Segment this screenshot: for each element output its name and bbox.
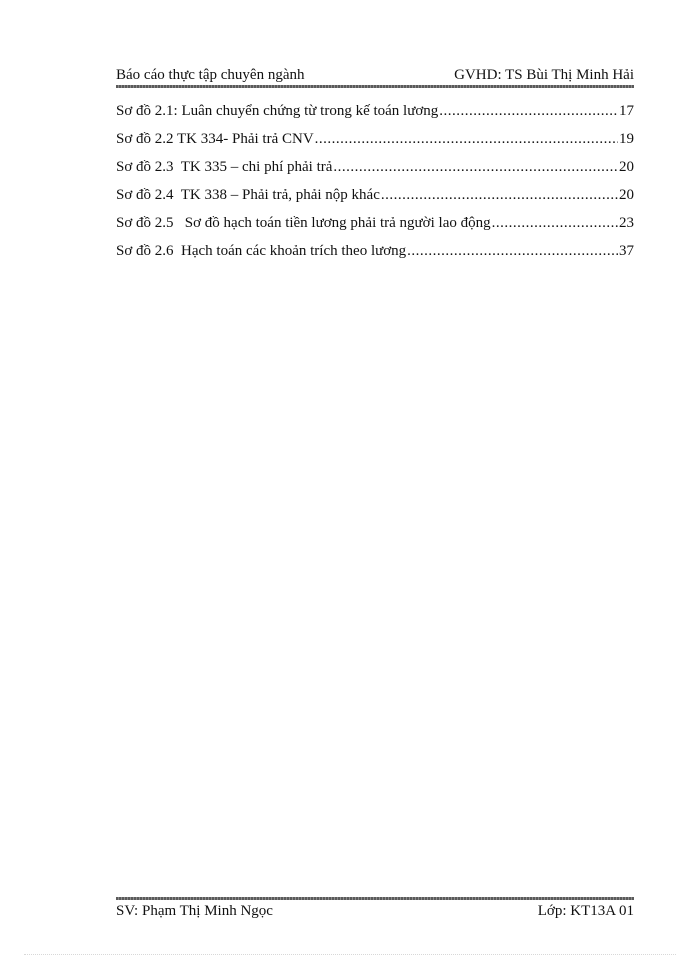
toc-entry[interactable]	[116, 128, 634, 156]
toc-entry-title: Sơ đồ 2.2 TK 334- Phải trả CNV	[116, 131, 314, 147]
toc-entry[interactable]	[116, 184, 634, 212]
toc-entry[interactable]	[116, 240, 634, 268]
toc-leader-dots	[315, 128, 618, 150]
footer-divider	[116, 897, 634, 900]
toc-entry[interactable]	[116, 156, 634, 184]
page-footer	[116, 902, 634, 922]
toc-entry-page: 17	[619, 103, 634, 119]
footer-student-name: SV: Phạm Thị Minh Ngọc	[116, 903, 273, 919]
toc-entry-title: Sơ đồ 2.5 Sơ đồ hạch toán tiền lương phải trả người lao động	[116, 215, 491, 231]
toc-entry-page: 19	[619, 131, 634, 147]
toc-leader-dots	[407, 240, 618, 262]
header-report-title: Báo cáo thực tập chuyên ngành	[116, 67, 305, 83]
toc-entry-page: 37	[619, 243, 634, 259]
toc-leader-dots	[439, 100, 618, 122]
page-bottom-border	[24, 954, 676, 956]
toc-entry[interactable]	[116, 100, 634, 128]
header-divider	[116, 85, 634, 88]
toc-entry-page: 20	[619, 159, 634, 175]
footer-class: Lớp: KT13A 01	[537, 903, 634, 919]
toc-entry-title: Sơ đồ 2.4 TK 338 – Phải trả, phải nộp khác	[116, 187, 380, 203]
toc-entry[interactable]	[116, 212, 634, 240]
toc-leader-dots	[381, 184, 618, 206]
diagram-list	[116, 100, 634, 268]
toc-leader-dots	[492, 212, 618, 234]
toc-leader-dots	[333, 156, 618, 178]
toc-entry-title: Sơ đồ 2.3 TK 335 – chi phí phải trả	[116, 159, 333, 175]
toc-entry-title: Sơ đồ 2.1: Luân chuyển chứng từ trong kế toán lương	[116, 103, 439, 119]
header-supervisor: GVHD: TS Bùi Thị Minh Hải	[454, 67, 634, 83]
page-header	[116, 62, 634, 84]
toc-entry-page: 23	[619, 215, 634, 231]
toc-entry-title: Sơ đồ 2.6 Hạch toán các khoản trích theo lương	[116, 243, 407, 259]
toc-entry-page: 20	[619, 187, 634, 203]
